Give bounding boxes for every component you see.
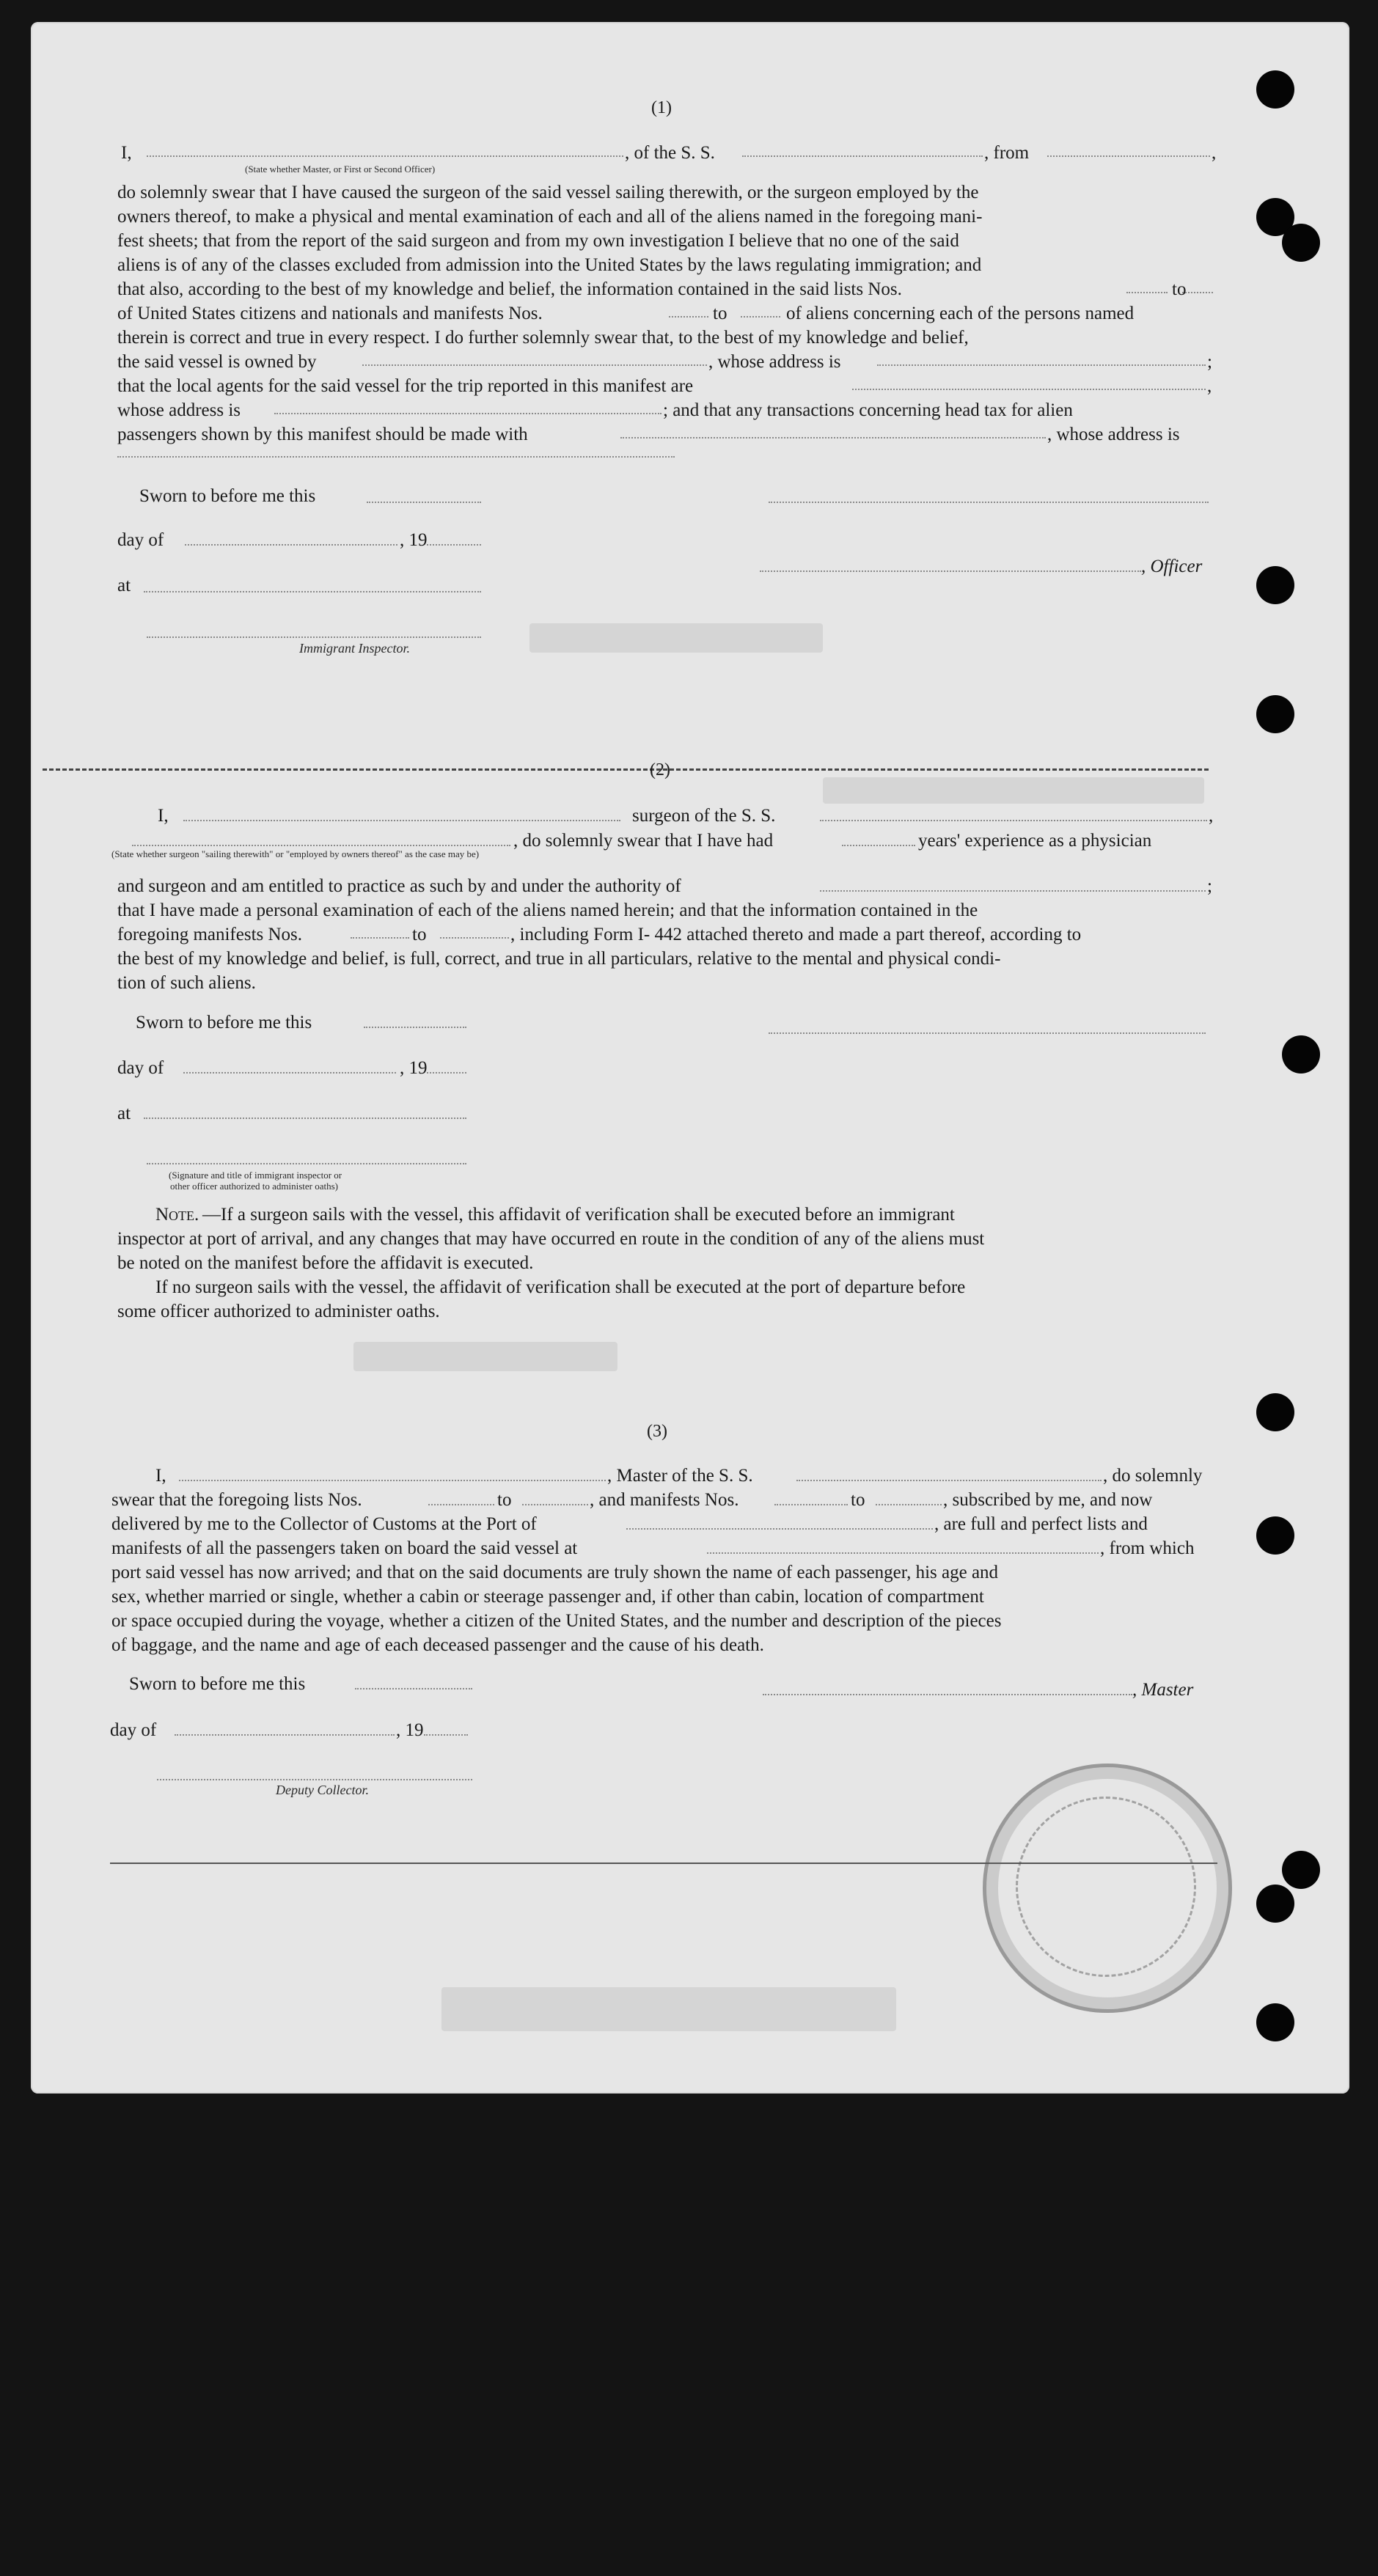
inspector-caption: Immigrant Inspector.: [299, 641, 410, 656]
head-tax-party-field: [620, 436, 1046, 438]
manifest-no-field: [876, 1502, 942, 1505]
day-of-label: day of: [110, 1720, 157, 1740]
manifest-no-field: [741, 315, 780, 318]
sworn-day-field: [364, 1025, 466, 1028]
semicolon: ;: [1207, 876, 1212, 896]
body-line: the said vessel is owned by: [117, 352, 317, 372]
list-no-field: [1126, 290, 1168, 293]
signature-caption: (Signature and title of immigrant inspector or: [169, 1170, 342, 1181]
body-line: that I have made a personal examination of each of the aliens named herein; and that the information contained in the: [117, 900, 978, 920]
punch-hole: [1256, 566, 1294, 604]
deputy-collector-caption: Deputy Collector.: [276, 1783, 369, 1797]
signature-caption: other officer authorized to administer oaths): [170, 1181, 338, 1192]
bleed-through-mark: [823, 777, 1204, 804]
to-label: to: [1172, 279, 1187, 299]
month-field: [175, 1733, 395, 1736]
oath-intro: I,: [158, 806, 169, 826]
sworn-label: Sworn to before me this: [136, 1013, 312, 1032]
punch-hole: [1282, 224, 1320, 262]
note-line: some officer authorized to administer oaths.: [117, 1302, 440, 1321]
surgeon-name-field: [183, 818, 620, 821]
departure-port-field: [707, 1551, 1099, 1554]
section-number: (1): [651, 98, 672, 117]
owner-field: [362, 363, 707, 366]
body-line: of United States citizens and nationals and manifests Nos.: [117, 304, 543, 323]
year-field: [427, 543, 481, 546]
master-signature-field: [763, 1692, 1132, 1695]
semicolon: ;: [1207, 352, 1212, 372]
master-name-field: [179, 1478, 606, 1481]
day-of-label: day of: [117, 530, 164, 550]
month-field: [183, 1071, 396, 1074]
including-text: , including Form I- 442 attached thereto and made a part thereof, according to: [510, 925, 1082, 944]
officer-signature-field: [769, 500, 1209, 503]
body-line: aliens is of any of the classes excluded from admission into the United States by the laws regulating immigration; and: [117, 255, 982, 275]
inspector-signature-field: [147, 635, 481, 638]
section-number: (3): [647, 1422, 667, 1441]
inspector-signature-field: [147, 1162, 466, 1164]
owner-address-field: [877, 363, 1206, 366]
body-line: passengers shown by this manifest should be made with: [117, 425, 528, 444]
punch-hole: [1282, 1035, 1320, 1074]
note-line: —If a surgeon sails with the vessel, this affidavit of verification shall be executed before an immigrant: [202, 1205, 955, 1225]
ship-name-field: [820, 818, 1207, 821]
from-which-text: , from which: [1100, 1538, 1195, 1558]
punch-hole: [1256, 695, 1294, 733]
officer-title-field: [760, 569, 1141, 572]
line-end: ,: [1209, 806, 1214, 826]
master-of-label: , Master of the S. S.: [607, 1466, 753, 1486]
manifest-no-field: [774, 1502, 848, 1505]
years-field: [842, 843, 915, 846]
day-of-label: day of: [117, 1058, 164, 1078]
manifest-no-field: [669, 315, 708, 318]
body-line: the best of my knowledge and belief, is full, correct, and true in all particulars, relative to the mental and physical condi-: [117, 949, 1001, 969]
surgeon-signature-field: [769, 1031, 1206, 1034]
sworn-label: Sworn to before me this: [129, 1674, 306, 1694]
collector-signature-field: [157, 1777, 472, 1780]
body-line: whose address is: [117, 400, 241, 420]
list-no-field: [428, 1502, 494, 1505]
body-line: of baggage, and the name and age of each deceased passenger and the cause of his death.: [111, 1635, 764, 1655]
manifests-all-text: manifests of all the passengers taken on board the said vessel at: [111, 1538, 578, 1558]
place-field: [144, 1116, 466, 1119]
solemnly-text: , do solemnly: [1103, 1466, 1203, 1486]
year-label: , 19: [396, 1720, 424, 1740]
at-label: at: [117, 1104, 131, 1123]
officer-caption: (State whether Master, or First or Second Officer): [245, 164, 436, 175]
agents-address-field: [274, 411, 661, 414]
of-aliens-text: of aliens concerning each of the persons named: [786, 304, 1135, 323]
year-label: , 19: [400, 530, 428, 550]
officer-label: , Officer: [1141, 557, 1203, 576]
body-line: owners thereof, to make a physical and mental examination of each and all of the aliens named in the foregoing mani-: [117, 207, 983, 227]
delivered-text: delivered by me to the Collector of Customs at the Port of: [111, 1514, 537, 1534]
body-line: fest sheets; that from the report of the said surgeon and from my own investigation I believe that no one of the said: [117, 231, 959, 251]
year-label: , 19: [400, 1058, 428, 1078]
oath-intro: I,: [121, 143, 132, 163]
subscribed-text: , subscribed by me, and now: [943, 1490, 1153, 1510]
body-line: tion of such aliens.: [117, 973, 256, 993]
surgeon-caption: (State whether surgeon "sailing therewith" or "employed by owners thereof" as the case may be): [111, 848, 480, 859]
place-field: [144, 590, 481, 592]
ship-name-field: [796, 1478, 1102, 1481]
master-label: , Master: [1132, 1680, 1194, 1700]
from-port-field: [1047, 154, 1210, 157]
years-text: years' experience as a physician: [918, 831, 1152, 851]
head-tax-text: ; and that any transactions concerning head tax for alien: [663, 400, 1073, 420]
year-field: [424, 1733, 468, 1736]
authority-field: [820, 889, 1206, 892]
to-label: to: [851, 1490, 865, 1510]
list-no-field: [1182, 290, 1213, 293]
round-stamp: [983, 1764, 1232, 2013]
section-number: (2): [650, 760, 670, 779]
round-stamp-inner-ring: [1016, 1797, 1196, 1977]
body-line: sex, whether married or single, whether a cabin or steerage passenger and, if other than cabin, location of compartment: [111, 1587, 984, 1607]
body-line: therein is correct and true in every respect. I do further solemnly swear that, to the best of my knowledge and belief,: [117, 328, 969, 348]
body-line: that also, according to the best of my knowledge and belief, the information contained in the said lists Nos.: [117, 279, 902, 299]
list-no-field: [522, 1502, 588, 1505]
manifests-label: , and manifests Nos.: [590, 1490, 739, 1510]
from-label: , from: [984, 143, 1030, 163]
oath-intro: I,: [155, 1466, 166, 1486]
punch-hole: [1256, 1885, 1294, 1923]
punch-hole: [1256, 2003, 1294, 2041]
month-field: [185, 543, 397, 546]
to-label: to: [497, 1490, 512, 1510]
sworn-day-field: [367, 500, 481, 503]
agents-field: [852, 387, 1206, 390]
note-line: inspector at port of arrival, and any changes that may have occurred en route in the condition of any of the aliens must: [117, 1229, 985, 1249]
whose-address-label: , whose address is: [708, 352, 841, 372]
note-label: Note.: [155, 1205, 199, 1225]
to-label: to: [713, 304, 728, 323]
swear-text: , do solemnly swear that I have had: [513, 831, 774, 851]
line-end: ,: [1212, 143, 1217, 163]
authority-text: and surgeon and am entitled to practice as such by and under the authority of: [117, 876, 681, 896]
body-line: or space occupied during the voyage, whether a citizen of the United States, and the number and description of the pieces: [111, 1611, 1002, 1631]
punch-hole: [1256, 70, 1294, 109]
punch-hole: [1256, 1393, 1294, 1431]
to-label: to: [412, 925, 427, 944]
punch-hole: [1256, 1516, 1294, 1555]
lists-label: swear that the foregoing lists Nos.: [111, 1490, 362, 1510]
of-ship-label: , of the S. S.: [625, 143, 715, 163]
sworn-label: Sworn to before me this: [139, 486, 316, 506]
whose-address-end: , whose address is: [1047, 425, 1180, 444]
full-perfect-text: , are full and perfect lists and: [934, 1514, 1148, 1534]
foregoing-label: foregoing manifests Nos.: [117, 925, 303, 944]
note-line: be noted on the manifest before the affidavit is executed.: [117, 1253, 534, 1273]
section-divider: [43, 768, 1209, 771]
head-tax-address-field: [117, 455, 675, 458]
comma: ,: [1207, 376, 1212, 396]
manifest-no-field: [440, 936, 509, 939]
surgeon-type-field: [132, 843, 510, 846]
bleed-through-mark: [441, 1987, 896, 2031]
at-label: at: [117, 576, 131, 595]
punch-hole: [1282, 1851, 1320, 1889]
sworn-day-field: [355, 1687, 472, 1689]
manifest-no-field: [351, 936, 409, 939]
body-line: do solemnly swear that I have caused the surgeon of the said vessel sailing therewith, or the surgeon employed by the: [117, 183, 979, 202]
officer-name-field: [147, 154, 623, 157]
ship-name-field: [742, 154, 983, 157]
body-line: that the local agents for the said vessel for the trip reported in this manifest are: [117, 376, 694, 396]
bleed-through-mark: [353, 1342, 617, 1371]
bleed-through-mark: [529, 623, 823, 653]
surgeon-of-label: surgeon of the S. S.: [632, 806, 776, 826]
port-field: [626, 1527, 933, 1530]
note-line: If no surgeon sails with the vessel, the affidavit of verification shall be executed at the port of departure before: [155, 1277, 966, 1297]
year-field: [427, 1071, 466, 1074]
body-line: port said vessel has now arrived; and that on the said documents are truly shown the name of each passenger, his age and: [111, 1563, 999, 1582]
